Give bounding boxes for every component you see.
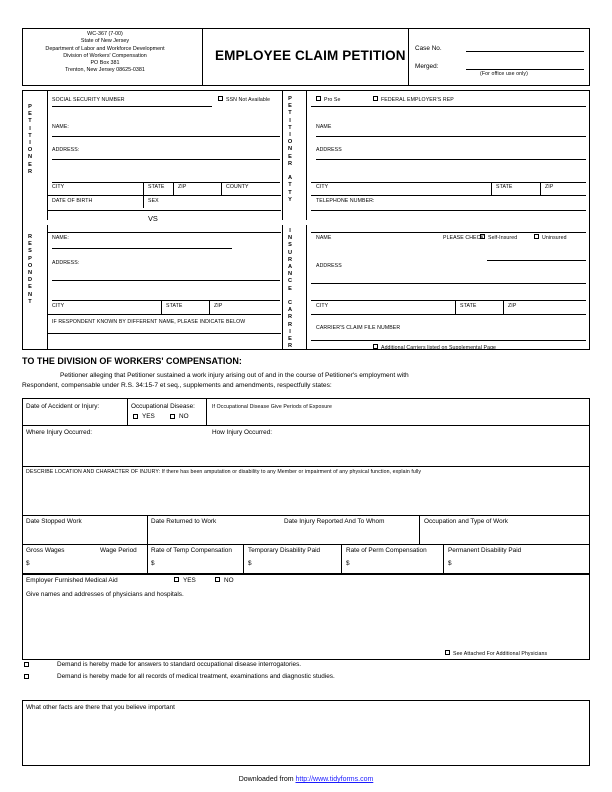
petitioner-side-label: P E T I T I O N E R bbox=[27, 104, 33, 175]
injury-r1-div2 bbox=[206, 398, 207, 425]
agency-line-4: Trenton, New Jersey 08625-0381 bbox=[65, 67, 145, 74]
carrier-city-row-bottom bbox=[311, 314, 586, 315]
ssn-not-available-checkbox[interactable] bbox=[218, 96, 223, 101]
petitioner-name-label: NAME: bbox=[52, 124, 69, 130]
describe-injury-label: DESCRIBE LOCATION AND CHARACTER OF INJURY: If there has been amputation or disability to any Member or impairment of any physical function, explain fully bbox=[26, 469, 422, 475]
petitioner-atty-rail-right bbox=[306, 90, 307, 220]
carrier-claim-file-label: CARRIER'S CLAIM FILE NUMBER bbox=[316, 325, 401, 331]
ssn-not-available-label: SSN Not Available bbox=[226, 97, 271, 103]
agency-line-3: PO Box 381 bbox=[90, 60, 120, 67]
medical-no-checkbox[interactable] bbox=[215, 577, 220, 582]
carrier-state-label: STATE bbox=[460, 303, 477, 309]
respondent-alt-name-note: IF RESPONDENT KNOWN BY DIFFERENT NAME, PLEASE INDICATE BELOW bbox=[52, 319, 246, 325]
date-returned-work-label: Date Returned to Work bbox=[151, 518, 217, 525]
other-facts-label: What other facts are there that you believe important bbox=[26, 704, 175, 711]
merged-field[interactable] bbox=[466, 69, 584, 70]
respondent-name-label: NAME: bbox=[52, 235, 69, 241]
footer-prefix: Downloaded from bbox=[238, 776, 296, 783]
respondent-top-rule bbox=[47, 232, 281, 233]
carrier-claim-file-field[interactable] bbox=[311, 340, 586, 341]
page-title: EMPLOYEE CLAIM PETITION bbox=[215, 48, 406, 63]
carrier-rail-right bbox=[306, 225, 307, 350]
office-use-note: (For office use only) bbox=[480, 71, 528, 77]
pro-se-row-bottom bbox=[311, 106, 586, 107]
where-injury-label: Where Injury Occurred: bbox=[26, 429, 93, 436]
date-stopped-work-label: Date Stopped Work bbox=[26, 518, 82, 525]
petitioner-name-field[interactable] bbox=[52, 136, 280, 137]
how-injury-label: How Injury Occurred: bbox=[212, 429, 273, 436]
carrier-city-label: CITY bbox=[316, 303, 329, 309]
petitioner-state-label: STATE bbox=[148, 184, 165, 190]
wages-r5-div2 bbox=[243, 544, 244, 574]
occupation-type-label: Occupation and Type of Work bbox=[424, 518, 508, 525]
wages-r5-div1 bbox=[147, 544, 148, 574]
occ-disease-yes-label: YES bbox=[142, 413, 155, 420]
wages-r4-div2 bbox=[419, 515, 420, 544]
atty-name-label: NAME bbox=[316, 124, 332, 130]
rate-temp-comp-label: Rate of Temp Compensation bbox=[151, 547, 232, 554]
carrier-rail-left bbox=[282, 225, 283, 350]
see-attached-checkbox[interactable] bbox=[445, 650, 450, 655]
injury-row1-bottom bbox=[22, 425, 590, 426]
merged-label: Merged: bbox=[415, 63, 439, 70]
carrier-name-label: NAME bbox=[316, 235, 332, 241]
additional-carriers-checkbox[interactable] bbox=[373, 344, 378, 349]
atty-address-label: ADDRESS bbox=[316, 147, 342, 153]
carrier-address-field[interactable] bbox=[487, 260, 586, 261]
ssn-field[interactable] bbox=[52, 106, 212, 107]
additional-carriers-label: Additional Carriers listed on Supplemental Page bbox=[381, 345, 497, 351]
occ-disease-no-label: NO bbox=[179, 413, 189, 420]
case-no-field[interactable] bbox=[466, 51, 584, 52]
wages-row4-bottom bbox=[22, 544, 590, 545]
perm-paid-dollar: $ bbox=[448, 560, 452, 567]
footer-link[interactable]: http://www.tidyforms.com bbox=[295, 776, 374, 783]
respondent-city-label: CITY bbox=[52, 303, 65, 309]
petitioner-county-label: COUNTY bbox=[226, 184, 249, 190]
demand-label-0: Demand is hereby made for answers to standard occupational disease interrogatories. bbox=[57, 661, 302, 668]
carrier-name-field[interactable] bbox=[311, 232, 586, 233]
atty-name-field[interactable] bbox=[316, 136, 586, 137]
see-attached-label: See Attached For Additional Physicians bbox=[453, 651, 548, 657]
petitioner-city-label: CITY bbox=[52, 184, 65, 190]
respondent-zip-label: ZIP bbox=[214, 303, 223, 309]
demand-checkbox-0[interactable] bbox=[24, 662, 29, 667]
uninsured-label: Uninsured bbox=[542, 235, 567, 241]
atty-state-zip-div bbox=[540, 182, 541, 195]
respondent-alt-name-field[interactable] bbox=[47, 333, 281, 334]
atty-address-field-2[interactable] bbox=[311, 182, 586, 183]
case-no-label: Case No. bbox=[415, 45, 442, 52]
respondent-state-label: STATE bbox=[166, 303, 183, 309]
petitioner-sex-label: SEX bbox=[148, 198, 159, 204]
wage-period-label: Wage Period bbox=[100, 547, 137, 554]
respondent-rail bbox=[47, 225, 48, 350]
wages-r4-div1 bbox=[147, 515, 148, 544]
respondent-address-field[interactable] bbox=[52, 280, 280, 281]
petitioner-state-zip-div bbox=[173, 182, 174, 195]
federal-employer-label: FEDERAL EMPLOYER'S REP bbox=[381, 97, 454, 103]
exposure-period-label: If Occupational Disease Give Periods of Exposure bbox=[212, 404, 333, 410]
injury-row2-bottom bbox=[22, 466, 590, 467]
atty-telephone-field[interactable] bbox=[311, 210, 586, 211]
wages-r5-div4 bbox=[443, 544, 444, 574]
injury-r1-div1 bbox=[127, 398, 128, 425]
date-reported-label: Date Injury Reported And To Whom bbox=[284, 518, 385, 525]
petition-paragraph-line2: Respondent, compensable under R.S. 34:15-7 et seq., supplements and amendments, respectfully states: bbox=[22, 382, 332, 389]
petitioner-zip-label: ZIP bbox=[178, 184, 187, 190]
respondent-address-field-2[interactable] bbox=[52, 300, 280, 301]
petitioner-address-field[interactable] bbox=[52, 159, 280, 160]
footer bbox=[0, 776, 612, 783]
petitioner-address-field-2[interactable] bbox=[52, 182, 280, 183]
header-divider-right bbox=[408, 28, 409, 86]
petitioner-atty-rail-left bbox=[282, 90, 283, 220]
respondent-city-row-bottom bbox=[47, 314, 281, 315]
demand-label-1: Demand is hereby made for all records of medical treatment, examinations and diagnostic studies. bbox=[57, 673, 335, 680]
medical-box bbox=[22, 574, 590, 660]
occ-disease-yes-checkbox[interactable] bbox=[133, 414, 138, 419]
division-heading: TO THE DIVISION OF WORKERS' COMPENSATION: bbox=[22, 356, 242, 366]
respondent-state-zip-div bbox=[209, 300, 210, 314]
atty-address-field[interactable] bbox=[316, 159, 586, 160]
atty-state-label: STATE bbox=[496, 184, 513, 190]
ssn-label: SOCIAL SECURITY NUMBER bbox=[52, 97, 125, 103]
respondent-city-state-div bbox=[161, 300, 162, 314]
atty-city-state-div bbox=[491, 182, 492, 195]
atty-city-row-bottom bbox=[311, 195, 586, 196]
petition-paragraph-line1: Petitioner alleging that Petitioner sustained a work injury arising out of and in the course of Petitioner's employment with bbox=[60, 372, 409, 379]
give-names-label: Give names and addresses of physicians and hospitals. bbox=[26, 591, 184, 598]
petitioner-dob-label: DATE OF BIRTH bbox=[52, 198, 93, 204]
respondent-name-field[interactable] bbox=[52, 248, 232, 249]
petitioner-atty-side-label: P E T I T I O N E R A T T Y bbox=[287, 96, 293, 203]
federal-employer-checkbox[interactable] bbox=[373, 96, 378, 101]
carrier-address-field-3[interactable] bbox=[311, 300, 586, 301]
atty-city-label: CITY bbox=[316, 184, 329, 190]
petitioner-city-row-bottom bbox=[47, 195, 281, 196]
agency-line-2: Division of Workers' Compensation bbox=[63, 52, 147, 59]
demand-checkbox-1[interactable] bbox=[24, 674, 29, 679]
occupational-disease-label: Occupational Disease: bbox=[131, 403, 195, 410]
petitioner-zip-county-div bbox=[221, 182, 222, 195]
vs-label: VS bbox=[148, 214, 158, 223]
petitioner-dob-sex-div bbox=[143, 195, 144, 208]
form-number: WC-367 (7-00) bbox=[87, 31, 123, 37]
petitioner-address-label: ADDRESS: bbox=[52, 147, 80, 153]
atty-telephone-label: TELEPHONE NUMBER: bbox=[316, 198, 375, 204]
gross-wages-dollar: $ bbox=[26, 560, 30, 567]
rate-perm-dollar: $ bbox=[346, 560, 350, 567]
carrier-side-label: I N S U R A N C E C A R R I E R bbox=[287, 228, 293, 350]
self-insured-label: Self-Insured bbox=[488, 235, 518, 241]
carrier-state-zip-div bbox=[503, 300, 504, 314]
rate-perm-comp-label: Rate of Perm Compensation bbox=[346, 547, 427, 554]
injury-row3-bottom bbox=[22, 515, 590, 516]
agency-line-0: State of New Jersey bbox=[80, 38, 130, 45]
uninsured-checkbox[interactable] bbox=[534, 234, 539, 239]
petitioner-city-state-div bbox=[143, 182, 144, 195]
medical-no-label: NO bbox=[224, 577, 234, 584]
temp-disability-paid-label: Temporary Disability Paid bbox=[248, 547, 321, 554]
employer-medical-aid-label: Employer Furnished Medical Aid bbox=[26, 577, 118, 584]
self-insured-checkbox[interactable] bbox=[480, 234, 485, 239]
wages-r5-div3 bbox=[341, 544, 342, 574]
gross-wages-label: Gross Wages bbox=[26, 547, 65, 554]
petitioner-dob-row-bottom bbox=[47, 210, 281, 211]
respondent-address-label: ADDRESS: bbox=[52, 260, 80, 266]
date-of-injury-label: Date of Accident or Injury: bbox=[26, 403, 100, 410]
temp-paid-dollar: $ bbox=[248, 560, 252, 567]
atty-zip-label: ZIP bbox=[545, 184, 554, 190]
carrier-please-check-label: PLEASE CHECK: bbox=[443, 235, 486, 241]
rate-temp-dollar: $ bbox=[151, 560, 155, 567]
medical-yes-checkbox[interactable] bbox=[174, 577, 179, 582]
carrier-address-label: ADDRESS bbox=[316, 263, 342, 269]
agency-line-1: Department of Labor and Workforce Development bbox=[45, 45, 165, 52]
carrier-zip-label: ZIP bbox=[508, 303, 517, 309]
perm-disability-paid-label: Permanent Disability Paid bbox=[448, 547, 522, 554]
agency-block bbox=[0, 31, 230, 75]
carrier-city-state-div bbox=[455, 300, 456, 314]
carrier-address-field-2[interactable] bbox=[311, 283, 586, 284]
occ-disease-no-checkbox[interactable] bbox=[170, 414, 175, 419]
pro-se-checkbox[interactable] bbox=[316, 96, 321, 101]
pro-se-label: Pro Se bbox=[324, 97, 341, 103]
respondent-side-label: R E S P O N D E N T bbox=[27, 234, 33, 305]
medical-yes-label: YES bbox=[183, 577, 196, 584]
petitioner-rail bbox=[47, 90, 48, 220]
